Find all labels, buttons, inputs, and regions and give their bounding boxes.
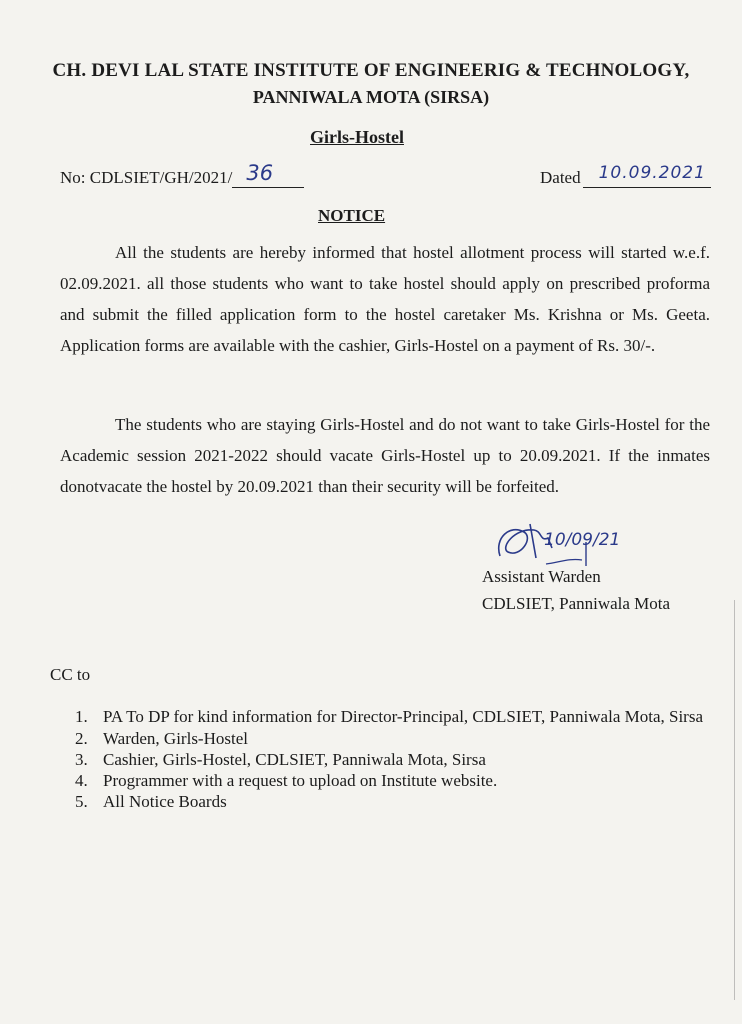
institute-location: PANNIWALA MOTA (SIRSA) [252,87,490,107]
cc-item-number: 1. [75,707,88,726]
cc-item-number: 3. [75,750,88,769]
cc-item [75,728,715,749]
reference-number [60,161,304,188]
institute-name: CH. DEVI LAL STATE INSTITUTE OF ENGINEERIG & TECHNOLOGY, [52,60,690,81]
cc-item-number: 5. [75,792,88,811]
date-field [540,163,711,188]
cc-item-text: Cashier, Girls-Hostel, CDLSIET, Panniwala Mota, Sirsa [103,750,486,769]
cc-item-number: 4. [75,771,88,790]
cc-item-text: PA To DP for kind information for Director-Principal, CDLSIET, Panniwala Mota, Sirsa [103,707,704,726]
reference-label: No: CDLSIET/GH/2021/ [60,168,233,187]
cc-item-text: Warden, Girls-Hostel [103,729,248,748]
cc-item-number: 2. [75,729,88,748]
page-edge-line [734,600,735,1000]
department-title: Girls-Hostel [310,127,404,147]
reference-handwritten-number: 36 [246,161,274,185]
signatory-institute: CDLSIET, Panniwala Mota [482,594,671,613]
cc-item [75,749,715,770]
cc-item [75,770,715,791]
notice-paragraph-1: All the students are hereby informed that hostel allotment process will started w.e.f. 02.09.2021. all those students who want to take hostel should apply on prescribed proforma and submit the filled application form to the hostel caretaker Ms. Krishna or Ms. Geeta. Application forms are available with the cashier, Girls-Hostel on a payment of Rs. 30/-. [60,243,710,355]
reference-blank [232,161,304,188]
date-label: Dated [540,168,581,187]
date-handwritten-value: 10.09.2021 [598,163,706,183]
notice-paragraph-2: The students who are staying Girls-Hostel and do not want to take Girls-Hostel for the Academic session 2021-2022 should vacate Girls-Hostel up to 20.09.2021. If the inmates donotvacate the hostel by 20.09.2021 than their security will be forfeited. [60,415,710,496]
signature-handwritten-date: 10/09/21 [544,530,621,550]
cc-list [75,706,715,812]
cc-label: CC to [50,665,91,684]
notice-title: NOTICE [318,206,386,225]
signatory-designation: Assistant Warden [482,567,601,586]
cc-item-text: All Notice Boards [103,792,227,811]
cc-item-text: Programmer with a request to upload on Institute website. [103,771,498,790]
date-blank [583,163,711,188]
cc-item [75,791,715,812]
cc-item [75,706,715,728]
